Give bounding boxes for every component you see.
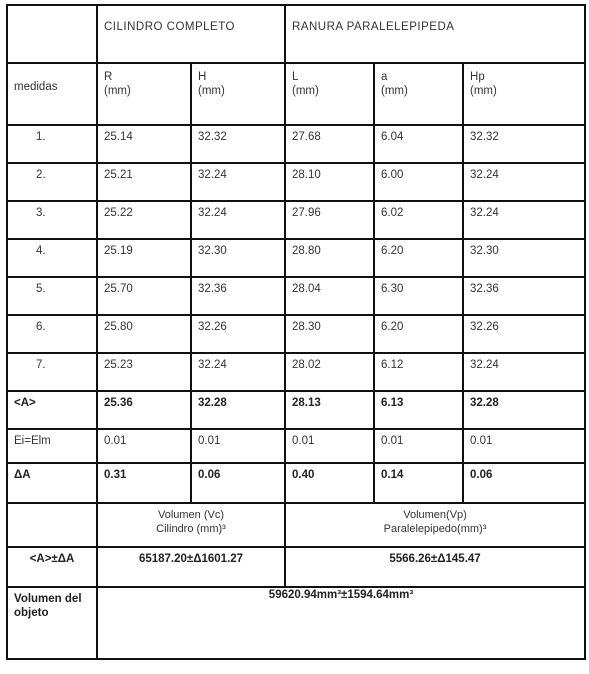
col-H-unit: (mm) — [198, 85, 225, 97]
cell-H — [191, 125, 285, 163]
row-index — [7, 239, 97, 277]
title-row — [7, 5, 585, 63]
result-vp — [285, 547, 585, 587]
result-vp-text: 5566.26±Δ145.47 — [389, 553, 481, 565]
col-H-header — [191, 63, 285, 125]
col-a-unit: (mm) — [381, 85, 408, 97]
data-sheet — [6, 4, 584, 668]
cell-a — [374, 125, 463, 163]
ei-label-text: Ei=Elm — [14, 435, 51, 447]
cell-R-text: 25.19 — [104, 245, 133, 257]
volume-vp-line2: Paralelepipedo(mm)³ — [383, 523, 487, 535]
cell-H-text: 32.36 — [198, 283, 227, 295]
cell-L — [285, 353, 374, 391]
volume-vc-line1: Volumen (Vc) — [157, 509, 225, 521]
row-index-text: 4. — [36, 245, 46, 257]
volume-heading-blank — [7, 503, 97, 547]
row-index — [7, 201, 97, 239]
row-index-text: 2. — [36, 169, 46, 181]
row-index — [7, 353, 97, 391]
cell-L-text: 27.96 — [292, 207, 321, 219]
result-label-text: <A>±ΔA — [29, 553, 75, 565]
cell-H — [191, 239, 285, 277]
objeto-value — [97, 587, 585, 659]
cell-L — [285, 277, 374, 315]
cell-Hp-text: 32.32 — [470, 131, 499, 143]
cell-Hp — [463, 353, 585, 391]
cell-L — [285, 201, 374, 239]
cell-a — [374, 163, 463, 201]
measurement-table — [6, 4, 586, 660]
medidas-label — [7, 63, 97, 125]
ei-H — [191, 429, 285, 463]
ei-R — [97, 429, 191, 463]
result-vc — [97, 547, 285, 587]
row-index — [7, 277, 97, 315]
table-row — [7, 277, 585, 315]
cell-Hp-text: 32.24 — [470, 169, 499, 181]
cell-H-text: 32.24 — [198, 359, 227, 371]
cell-H-text: 32.32 — [198, 131, 227, 143]
col-Hp-name: Hp — [470, 71, 485, 83]
objeto-label — [7, 587, 97, 659]
ei-Hp — [463, 429, 585, 463]
result-row — [7, 547, 585, 587]
mean-L-text: 28.13 — [292, 397, 321, 409]
cell-L-text: 28.30 — [292, 321, 321, 333]
ei-Hp-text: 0.01 — [470, 435, 493, 447]
header-ranura — [285, 5, 585, 63]
cell-a-text: 6.02 — [381, 207, 404, 219]
header-cilindro — [97, 5, 285, 63]
row-index-text: 5. — [36, 283, 46, 295]
cell-Hp-text: 32.26 — [470, 321, 499, 333]
delta-H-text: 0.06 — [198, 469, 221, 481]
cell-a — [374, 353, 463, 391]
cell-L-text: 28.04 — [292, 283, 321, 295]
cell-a — [374, 239, 463, 277]
cell-H — [191, 353, 285, 391]
cell-a-text: 6.20 — [381, 321, 404, 333]
cell-R — [97, 239, 191, 277]
corner-cell — [7, 5, 97, 63]
cell-R — [97, 201, 191, 239]
mean-a-text: 6.13 — [381, 397, 404, 409]
ei-a — [374, 429, 463, 463]
ei-label — [7, 429, 97, 463]
cell-Hp — [463, 239, 585, 277]
cell-a-text: 6.20 — [381, 245, 404, 257]
cell-L — [285, 239, 374, 277]
col-R-name: R — [104, 71, 113, 83]
col-a-header — [374, 63, 463, 125]
cell-a — [374, 277, 463, 315]
volume-vc-line2: Cilindro (mm)³ — [156, 523, 226, 535]
cell-R — [97, 353, 191, 391]
cell-R-text: 25.23 — [104, 359, 133, 371]
col-L-header — [285, 63, 374, 125]
cell-H-text: 32.24 — [198, 169, 227, 181]
mean-L — [285, 391, 374, 429]
cell-Hp-text: 32.24 — [470, 207, 499, 219]
cell-L-text: 27.68 — [292, 131, 321, 143]
cell-R — [97, 125, 191, 163]
cell-H — [191, 201, 285, 239]
mean-Hp-text: 32.28 — [470, 397, 499, 409]
col-L-name: L — [292, 71, 299, 83]
cell-R-text: 25.80 — [104, 321, 133, 333]
row-index — [7, 125, 97, 163]
col-Hp-unit: (mm) — [470, 85, 497, 97]
delta-H — [191, 463, 285, 503]
ei-L-text: 0.01 — [292, 435, 315, 447]
ei-row — [7, 429, 585, 463]
delta-label — [7, 463, 97, 503]
cell-R-text: 25.14 — [104, 131, 133, 143]
result-vc-text: 65187.20±Δ1601.27 — [138, 553, 244, 565]
cell-Hp — [463, 125, 585, 163]
cell-L-text: 28.10 — [292, 169, 321, 181]
cell-H-text: 32.26 — [198, 321, 227, 333]
cell-a-text: 6.04 — [381, 131, 404, 143]
row-index — [7, 315, 97, 353]
col-a-name: a — [381, 71, 388, 83]
cell-Hp-text: 32.36 — [470, 283, 499, 295]
cell-Hp-text: 32.24 — [470, 359, 499, 371]
volume-vp-line1: Volumen(Vp) — [403, 509, 467, 521]
mean-a — [374, 391, 463, 429]
volume-vp-heading — [285, 503, 585, 547]
table-row — [7, 201, 585, 239]
row-index — [7, 163, 97, 201]
result-label — [7, 547, 97, 587]
cell-a-text: 6.30 — [381, 283, 404, 295]
delta-Hp — [463, 463, 585, 503]
cell-R — [97, 163, 191, 201]
volume-vc-heading — [97, 503, 285, 547]
cell-a-text: 6.00 — [381, 169, 404, 181]
delta-R-text: 0.31 — [104, 469, 127, 481]
objeto-row — [7, 587, 585, 659]
table-row — [7, 315, 585, 353]
mean-Hp — [463, 391, 585, 429]
delta-Hp-text: 0.06 — [470, 469, 493, 481]
mean-H-text: 32.28 — [198, 397, 227, 409]
cell-R-text: 25.21 — [104, 169, 133, 181]
delta-L-text: 0.40 — [292, 469, 315, 481]
col-R-unit: (mm) — [104, 85, 131, 97]
cell-L — [285, 125, 374, 163]
table-row — [7, 125, 585, 163]
medidas-text: medidas — [14, 81, 58, 93]
cell-R-text: 25.70 — [104, 283, 133, 295]
ei-H-text: 0.01 — [198, 435, 221, 447]
volume-heading-row — [7, 503, 585, 547]
cell-a — [374, 315, 463, 353]
table-row — [7, 239, 585, 277]
col-Hp-header — [463, 63, 585, 125]
ei-R-text: 0.01 — [104, 435, 127, 447]
mean-R — [97, 391, 191, 429]
col-L-unit: (mm) — [292, 85, 319, 97]
header-ranura-text: RANURA PARALELEPIPEDA — [292, 21, 455, 33]
delta-L — [285, 463, 374, 503]
cell-L-text: 28.02 — [292, 359, 321, 371]
col-H-name: H — [198, 71, 207, 83]
cell-H-text: 32.30 — [198, 245, 227, 257]
objeto-label-line1: Volumen del — [14, 593, 82, 605]
ei-L — [285, 429, 374, 463]
cell-a — [374, 201, 463, 239]
delta-a-text: 0.14 — [381, 469, 404, 481]
row-index-text: 1. — [36, 131, 46, 143]
mean-label — [7, 391, 97, 429]
cell-H — [191, 277, 285, 315]
cell-a-text: 6.12 — [381, 359, 404, 371]
table-row — [7, 163, 585, 201]
cell-L — [285, 163, 374, 201]
table-row — [7, 353, 585, 391]
cell-L — [285, 315, 374, 353]
cell-R-text: 25.22 — [104, 207, 133, 219]
header-cilindro-text: CILINDRO COMPLETO — [104, 21, 235, 33]
ei-a-text: 0.01 — [381, 435, 404, 447]
cell-Hp — [463, 315, 585, 353]
cell-Hp-text: 32.30 — [470, 245, 499, 257]
mean-row — [7, 391, 585, 429]
delta-label-text: ΔA — [14, 469, 31, 481]
units-row — [7, 63, 585, 125]
col-R-header — [97, 63, 191, 125]
cell-H-text: 32.24 — [198, 207, 227, 219]
cell-H — [191, 315, 285, 353]
cell-H — [191, 163, 285, 201]
mean-label-text: <A> — [14, 397, 36, 409]
delta-a — [374, 463, 463, 503]
row-index-text: 3. — [36, 207, 46, 219]
cell-L-text: 28.80 — [292, 245, 321, 257]
mean-H — [191, 391, 285, 429]
objeto-value-text: 59620.94mm³±1594.64mm³ — [268, 589, 414, 601]
cell-Hp — [463, 163, 585, 201]
row-index-text: 7. — [36, 359, 46, 371]
delta-R — [97, 463, 191, 503]
cell-R — [97, 315, 191, 353]
objeto-label-line2: objeto — [14, 607, 49, 619]
cell-R — [97, 277, 191, 315]
cell-Hp — [463, 277, 585, 315]
row-index-text: 6. — [36, 321, 46, 333]
delta-row — [7, 463, 585, 503]
cell-Hp — [463, 201, 585, 239]
mean-R-text: 25.36 — [104, 397, 133, 409]
